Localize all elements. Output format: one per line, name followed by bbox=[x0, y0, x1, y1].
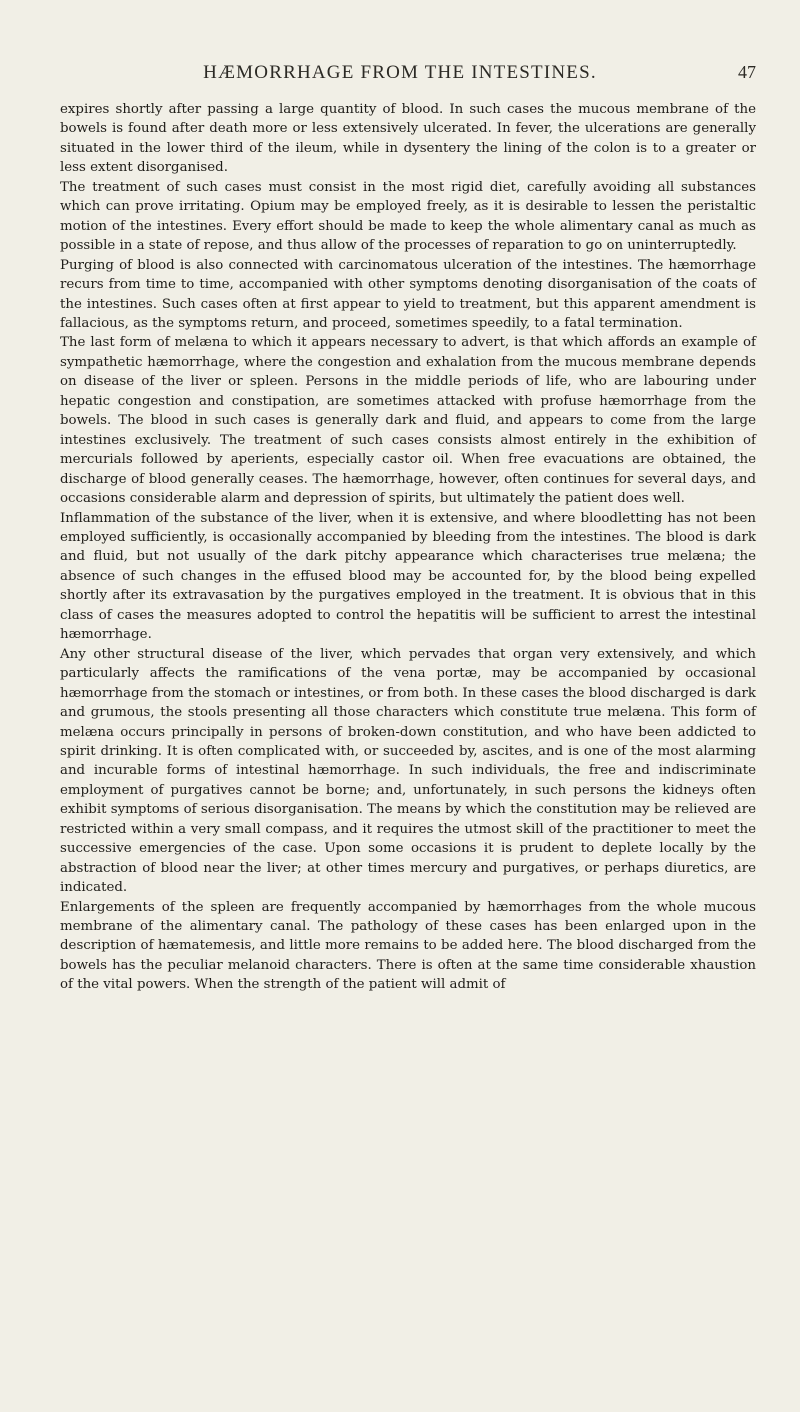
paragraph-treatment: The treatment of such cases must consist in the most rigid diet, carefully avoiding all substances which can prove irritating. Opium may be employed freely, as it is desirable to lessen the peristaltic motion of the intestines. Every effort should be made to keep the whole alimentary canal as much as possible in a state of repose, and thus allow of the processes of reparation to go on uninterruptedly. bbox=[60, 179, 756, 254]
paragraph-spleen: Enlargements of the spleen are frequently accompanied by hæmorrhages from the whole mucous membrane of the alimentary canal. The pathology of these cases has been enlarged upon in the description of hæmatemesis, and little more remains to be added here. The blood discharged from the bowels has the peculiar melanoid characters. There is often at the same time considerable xhaustion of the vital powers. When the strength of the patient will admit of bbox=[60, 899, 756, 993]
paragraph-continued: expires shortly after passing a large quantity of blood. In such cases the mucous membrane of the bowels is found after death more or less extensively ulcerated. In fever, the ulcerations are generally situated in the lower third of the ileum, while in dysentery the lining of the colon is to a greater or less extent disorganised. bbox=[60, 102, 756, 176]
running-head bbox=[0, 62, 800, 88]
running-title: HÆMORRHAGE FROM THE INTESTINES. bbox=[203, 62, 597, 83]
page-number: 47 bbox=[738, 62, 756, 82]
paragraph-structural-disease: Any other structural disease of the liver, which pervades that organ very extensively, and which particularly affects the ramifications of the vena portæ, may be accompanied by occasional hæmorrhage from the stomach or intestines, or from both. In these cases the blood discharged is dark and grumous, the stools presenting all those characters which constitute true melæna. This form of melæna occurs principally in persons of broken-down constitution, and who have been addicted to spirit drinking. It is often complicated with, or succeeded by, ascites, and is one of the most alarming and incurable forms of intestinal hæmorrhage. In such individuals, the free and indiscriminate employment of purgatives cannot be borne; and, unfortunately, in such persons the kidneys often exhibit symptoms of serious disorganisation. The means by which the constitution may be relieved are restricted within a very small compass, and it requires the utmost skill of the practitioner to meet the successive emergencies of the case. Upon some occasions it is prudent to deplete locally by the abstraction of blood near the liver; at other times mercury and purgatives, or perhaps diuretics, are indicated. bbox=[60, 646, 756, 896]
paragraph-sympathetic-haemorrhage: The last form of melæna to which it appears necessary to advert, is that which affords an example of sympathetic hæmorrhage, where the congestion and exhalation from the mucous membrane depends on disease of the liver or spleen. Persons in the middle periods of life, who are labouring under hepatic congestion and constipation, are sometimes attacked with profuse hæmorrhage from the bowels. The blood in such cases is generally dark and fluid, and appears to come from the large intestines exclusively. The treatment of such cases consists almost entirely in the exhibition of mercurials followed by aperients, especially castor oil. When free evacuations are obtained, the discharge of blood generally ceases. The hæmorrhage, however, often continues for several days, and occasions considerable alarm and depression of spirits, but ultimately the patient does well. bbox=[60, 335, 756, 507]
body-text bbox=[60, 100, 756, 995]
paragraph-liver-inflammation: Inflammation of the substance of the liver, when it is extensive, and where bloodletting has not been employed sufficiently, is occasionally accompanied by bleeding from the intestines. The blood is dark and fluid, but not usually of the dark pitchy appearance which characterises true melæna; the absence of such changes in the effused blood may be accounted for, by the blood being expelled shortly after its extravasation by the purgatives employed in the treatment. It is obvious that in this class of cases the measures adopted to control the hepatitis will be sufficient to arrest the intestinal hæmorrhage. bbox=[60, 510, 756, 643]
paragraph-carcinomatous: Purging of blood is also connected with carcinomatous ulceration of the intestines. The hæmorrhage recurs from time to time, accompanied with other symptoms denoting disorganisation of the coats of the intestines. Such cases often at first appear to yield to treatment, but this apparent amendment is fallacious, as the symptoms return, and proceed, sometimes speedily, to a fatal termination. bbox=[60, 257, 756, 331]
